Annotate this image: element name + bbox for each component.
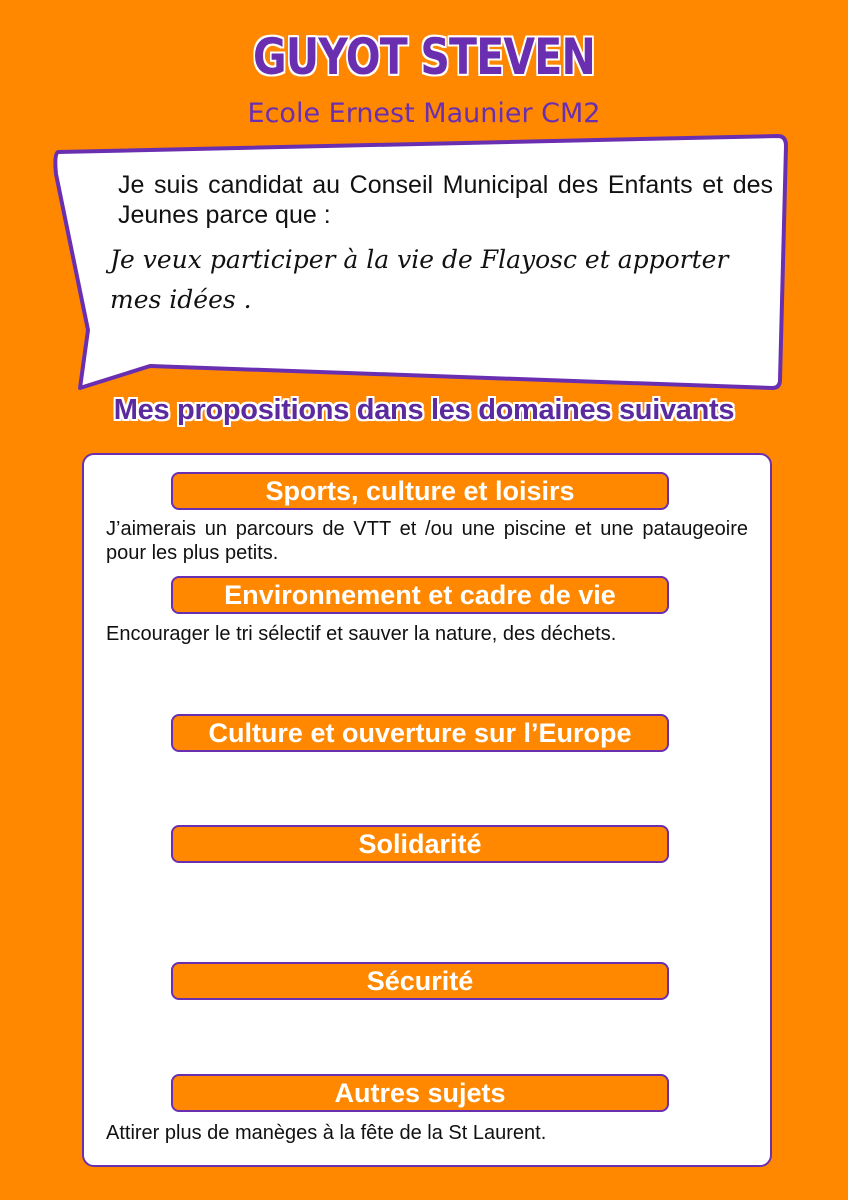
domain-text-environment: Encourager le tri sélectif et sauver la nature, des déchets. xyxy=(106,623,617,645)
section-title: Mes propositions dans les domaines suivants xyxy=(113,394,735,426)
candidate-name: GUYOT STEVEN xyxy=(253,28,595,86)
domain-title-other: Autres sujets xyxy=(171,1074,669,1112)
domain-text-other: Attirer plus de manèges à la fête de la St Laurent. xyxy=(106,1122,547,1144)
bubble-intro-text: Je suis candidat au Conseil Municipal des Enfants et des Jeunes parce que : xyxy=(118,171,773,229)
domain-text-sports: J’aimerais un parcours de VTT et /ou une piscine et une pataugeoire pour les plus petits. xyxy=(106,518,748,564)
domain-title-solidarity: Solidarité xyxy=(171,825,669,863)
domain-title-security: Sécurité xyxy=(171,962,669,1000)
domain-title-sports: Sports, culture et loisirs xyxy=(171,472,669,510)
school-name: Ecole Ernest Maunier CM2 xyxy=(247,98,601,129)
domain-title-environment: Environnement et cadre de vie xyxy=(171,576,669,614)
bubble-handwritten-reason: Je veux participer à la vie de Flayosc et apporter mes idées . xyxy=(110,245,729,314)
domain-title-culture-europe: Culture et ouverture sur l’Europe xyxy=(171,714,669,752)
